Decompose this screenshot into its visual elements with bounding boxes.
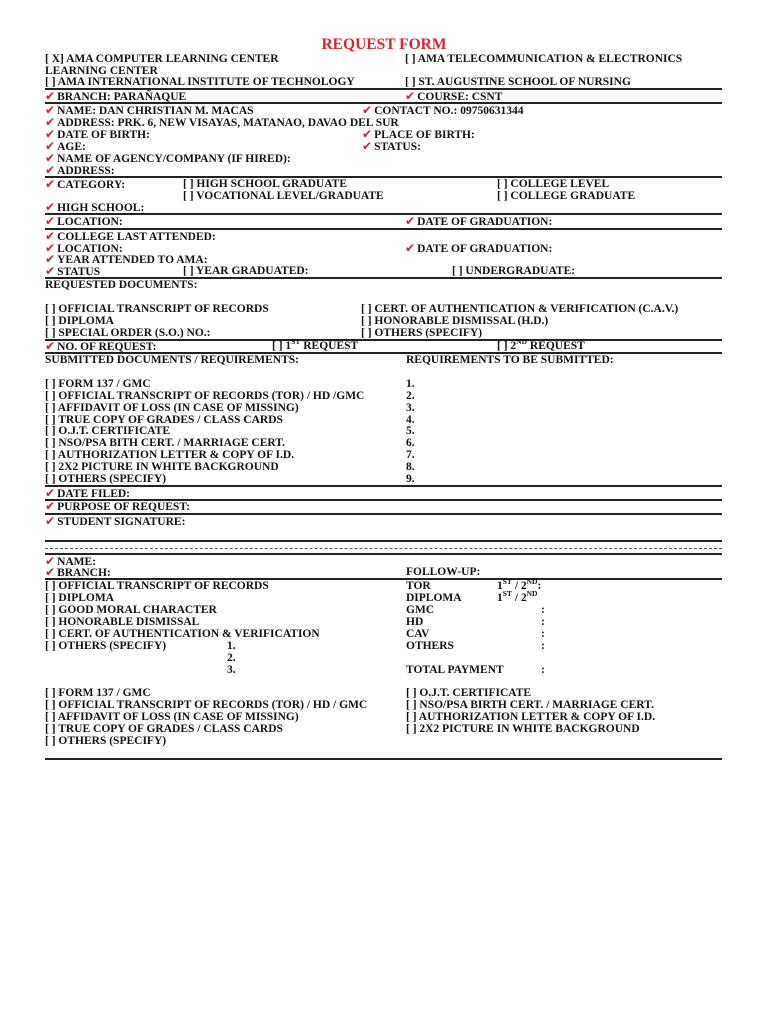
agency-label: NAME OF AGENCY/COMPANY (IF HIRED):: [57, 153, 291, 165]
status-label: STATUS:: [374, 141, 421, 153]
followup-diploma-label: DIPLOMA: [406, 592, 462, 604]
tor-sup1: ST: [502, 577, 512, 587]
others-number: 1.: [227, 640, 236, 652]
requirement-number: 9.: [406, 473, 415, 485]
check-icon: ✔: [45, 486, 56, 500]
no-of-request-label: NO. OF REQUEST:: [57, 341, 157, 353]
second-request-suffix: REQUEST: [527, 340, 585, 352]
others-number: 3.: [227, 664, 236, 676]
divider: [45, 213, 722, 215]
submitted-item[interactable]: [ ] AUTHORIZATION LETTER & COPY OF I.D.: [45, 449, 295, 461]
check-icon: ✔: [45, 241, 56, 255]
followup-gmc-label: GMC: [406, 604, 435, 616]
total-payment-colon[interactable]: :: [541, 664, 545, 676]
status-field[interactable]: [362, 140, 421, 153]
college-label: COLLEGE LAST ATTENDED:: [57, 231, 216, 243]
check-icon: ✔: [45, 499, 56, 513]
bottom-item[interactable]: [ ] TRUE COPY OF GRADES / CLASS CARDS: [45, 723, 283, 735]
followup-cav-colon[interactable]: :: [541, 628, 545, 640]
requirements-heading: REQUIREMENTS TO BE SUBMITTED:: [406, 354, 614, 366]
submitted-item[interactable]: [ ] OTHERS (SPECIFY): [45, 473, 167, 485]
category-hs-grad[interactable]: [ ] HIGH SCHOOL GRADUATE: [183, 178, 347, 190]
divider: [45, 485, 722, 487]
slip-branch-label: BRANCH:: [57, 567, 111, 579]
check-icon: ✔: [45, 554, 56, 568]
slip-item[interactable]: [ ] OFFICIAL TRANSCRIPT OF RECORDS: [45, 580, 269, 592]
college-location-label: LOCATION:: [57, 243, 123, 255]
submitted-item[interactable]: [ ] AFFIDAVIT OF LOSS (IN CASE OF MISSING): [45, 402, 299, 414]
hs-grad-date-field[interactable]: [405, 215, 552, 228]
slip-name-label: NAME:: [57, 556, 97, 568]
check-icon: ✔: [45, 163, 56, 177]
check-icon: ✔: [45, 229, 56, 243]
requirement-number: 4.: [406, 414, 415, 426]
followup-gmc-colon[interactable]: :: [541, 604, 545, 616]
followup-diploma-value[interactable]: [497, 589, 538, 604]
followup-others-label: OTHERS: [406, 640, 454, 652]
divider: [45, 553, 722, 555]
school-option-st-augustine[interactable]: [ ] ST. AUGUSTINE SCHOOL OF NURSING: [405, 76, 631, 88]
contact-label: CONTACT NO.: 09750631344: [374, 105, 524, 117]
pob-label: PLACE OF BIRTH:: [374, 129, 475, 141]
hs-grad-date-label: DATE OF GRADUATION:: [417, 216, 553, 228]
req-doc-hd[interactable]: [ ] HONORABLE DISMISSAL (H.D.): [361, 315, 549, 327]
diploma-sup2: ND: [526, 589, 538, 599]
check-icon: ✔: [45, 177, 56, 191]
req-doc-tor[interactable]: [ ] OFFICIAL TRANSCRIPT OF RECORDS: [45, 303, 269, 315]
high-school-label: HIGH SCHOOL:: [57, 202, 145, 214]
check-icon: ✔: [45, 127, 56, 141]
bottom-item[interactable]: [ ] NSO/PSA BIRTH CERT. / MARRIAGE CERT.: [406, 699, 654, 711]
college-grad-date-label: DATE OF GRADUATION:: [417, 243, 553, 255]
check-icon: ✔: [45, 514, 56, 528]
requirement-number: 8.: [406, 461, 415, 473]
submitted-item[interactable]: [ ] FORM 137 / GMC: [45, 378, 151, 390]
address-label: ADDRESS: PRK. 6, NEW VISAYAS, MATANAO, DAVAO DEL SUR: [57, 117, 399, 129]
bottom-item[interactable]: [ ] OTHERS (SPECIFY): [45, 735, 167, 747]
school-option-ama-tel[interactable]: [ ] AMA TELECOMMUNICATION & ELECTRONICS: [405, 53, 683, 65]
others-number: 2.: [227, 652, 236, 664]
category-college-level[interactable]: [ ] COLLEGE LEVEL: [497, 178, 610, 190]
cut-line: [45, 548, 722, 549]
divider: [45, 176, 722, 178]
tor-colon: :: [537, 580, 542, 592]
hs-location-field[interactable]: [45, 215, 123, 228]
check-icon: ✔: [45, 151, 56, 165]
first-request-text: [ ] 1: [272, 340, 292, 352]
followup-cav-label: CAV: [406, 628, 430, 640]
form-title: REQUEST FORM: [321, 36, 447, 53]
check-icon: ✔: [362, 127, 373, 141]
bottom-item[interactable]: [ ] AFFIDAVIT OF LOSS (IN CASE OF MISSING): [45, 711, 299, 723]
first-request-option[interactable]: [272, 337, 359, 352]
category-field: [45, 178, 125, 191]
school-option-ama-clc[interactable]: [ X] AMA COMPUTER LEARNING CENTER: [45, 53, 279, 65]
first-request-sup: ST: [291, 337, 301, 347]
followup-hd-colon[interactable]: :: [541, 616, 545, 628]
check-icon: ✔: [362, 103, 373, 117]
date-filed-label: DATE FILED:: [57, 488, 131, 500]
second-request-option[interactable]: [497, 337, 585, 352]
submitted-item[interactable]: [ ] TRUE COPY OF GRADES / CLASS CARDS: [45, 414, 283, 426]
tor-1st: 1: [497, 580, 503, 592]
slip-item[interactable]: [ ] OTHERS (SPECIFY): [45, 640, 167, 652]
slip-item[interactable]: [ ] CERT. OF AUTHENTICATION & VERIFICATION: [45, 628, 320, 640]
requirement-number: 7.: [406, 449, 415, 461]
check-icon: ✔: [405, 89, 416, 103]
tor-2nd: / 2: [511, 580, 527, 592]
followup-heading: FOLLOW-UP:: [406, 566, 481, 578]
submitted-item[interactable]: [ ] NSO/PSA BITH CERT. / MARRIAGE CERT.: [45, 437, 285, 449]
branch-label: BRANCH: PARAÑAQUE: [57, 91, 187, 103]
slip-item[interactable]: [ ] DIPLOMA: [45, 592, 114, 604]
first-request-suffix: REQUEST: [300, 340, 359, 352]
diploma-1st: 1: [497, 592, 503, 604]
age-label: AGE:: [57, 141, 86, 153]
bottom-item[interactable]: [ ] O.J.T. CERTIFICATE: [406, 687, 532, 699]
check-icon: ✔: [45, 565, 56, 579]
divider: [45, 758, 722, 760]
bottom-item[interactable]: [ ] FORM 137 / GMC: [45, 687, 151, 699]
category-college-grad[interactable]: [ ] COLLEGE GRADUATE: [497, 190, 636, 202]
undergraduate-option[interactable]: [ ] UNDERGRADUATE:: [452, 265, 576, 277]
req-doc-cav[interactable]: [ ] CERT. OF AUTHENTICATION & VERIFICATION (C.A.V.): [361, 303, 679, 315]
school-option-ama-clc-cont: LEARNING CENTER: [45, 65, 158, 77]
check-icon: ✔: [45, 103, 56, 117]
req-doc-others[interactable]: [ ] OTHERS (SPECIFY): [361, 327, 483, 339]
college-status-label: STATUS: [57, 266, 101, 278]
year-graduated-option[interactable]: [ ] YEAR GRADUATED:: [183, 265, 309, 277]
check-icon: ✔: [45, 200, 56, 214]
divider: [45, 540, 722, 542]
purpose-label: PURPOSE OF REQUEST:: [57, 501, 190, 513]
submitted-item[interactable]: [ ] O.J.T. CERTIFICATE: [45, 425, 171, 437]
submitted-item[interactable]: [ ] OFFICIAL TRANSCRIPT OF RECORDS (TOR) / HD /GMC: [45, 390, 365, 402]
second-request-text: [ ] 2: [497, 340, 517, 352]
requirement-number: 2.: [406, 390, 415, 402]
check-icon: ✔: [405, 214, 416, 228]
dob-label: DATE OF BIRTH:: [57, 129, 150, 141]
slip-item[interactable]: [ ] GOOD MORAL CHARACTER: [45, 604, 217, 616]
requirement-number: 5.: [406, 425, 415, 437]
check-icon: ✔: [45, 115, 56, 129]
check-icon: ✔: [45, 214, 56, 228]
agency-address-label: ADDRESS:: [57, 165, 115, 177]
requirement-number: 1.: [406, 378, 415, 390]
followup-hd-label: HD: [406, 616, 424, 628]
college-grad-date-field[interactable]: [405, 242, 552, 255]
requirement-number: 6.: [406, 437, 415, 449]
req-doc-so[interactable]: [ ] SPECIAL ORDER (S.O.) NO.:: [45, 327, 211, 339]
check-icon: ✔: [45, 264, 56, 278]
followup-others-colon[interactable]: :: [541, 640, 545, 652]
bottom-item[interactable]: [ ] AUTHORIZATION LETTER & COPY OF I.D.: [406, 711, 656, 723]
check-icon: ✔: [45, 339, 56, 353]
check-icon: ✔: [45, 89, 56, 103]
year-attended-label: YEAR ATTENDED TO AMA:: [57, 254, 208, 266]
course-label: COURSE: CSNT: [417, 91, 503, 103]
name-label: NAME: DAN CHRISTIAN M. MACAS: [57, 105, 254, 117]
submitted-item[interactable]: [ ] 2X2 PICTURE IN WHITE BACKGROUND: [45, 461, 279, 473]
bottom-item[interactable]: [ ] 2X2 PICTURE IN WHITE BACKGROUND: [406, 723, 640, 735]
requirement-number: 3.: [406, 402, 415, 414]
check-icon: ✔: [45, 139, 56, 153]
purpose-field[interactable]: [45, 500, 190, 513]
school-option-ama-iit[interactable]: [ ] AMA INTERNATIONAL INSTITUTE OF TECHNOLOGY: [45, 76, 355, 88]
hs-location-label: LOCATION:: [57, 216, 123, 228]
tor-sup2: ND: [526, 577, 538, 587]
check-icon: ✔: [405, 241, 416, 255]
total-payment-label: TOTAL PAYMENT: [406, 664, 504, 676]
slip-item[interactable]: [ ] HONORABLE DISMISSAL: [45, 616, 200, 628]
bottom-item[interactable]: [ ] OFFICIAL TRANSCRIPT OF RECORDS (TOR) / HD / GMC: [45, 699, 368, 711]
signature-label: STUDENT SIGNATURE:: [57, 516, 186, 528]
followup-tor-label: TOR: [406, 580, 431, 592]
requested-docs-heading: REQUESTED DOCUMENTS:: [45, 279, 198, 291]
diploma-sup1: ST: [502, 589, 512, 599]
second-request-sup: ND: [516, 337, 528, 347]
req-doc-diploma[interactable]: [ ] DIPLOMA: [45, 315, 114, 327]
category-label: CATEGORY:: [57, 179, 126, 191]
signature-field[interactable]: [45, 515, 185, 528]
check-icon: ✔: [45, 252, 56, 266]
category-vocational[interactable]: [ ] VOCATIONAL LEVEL/GRADUATE: [183, 190, 384, 202]
submitted-docs-heading: SUBMITTED DOCUMENTS / REQUIREMENTS:: [45, 354, 299, 366]
diploma-2nd: / 2: [511, 592, 527, 604]
check-icon: ✔: [362, 139, 373, 153]
